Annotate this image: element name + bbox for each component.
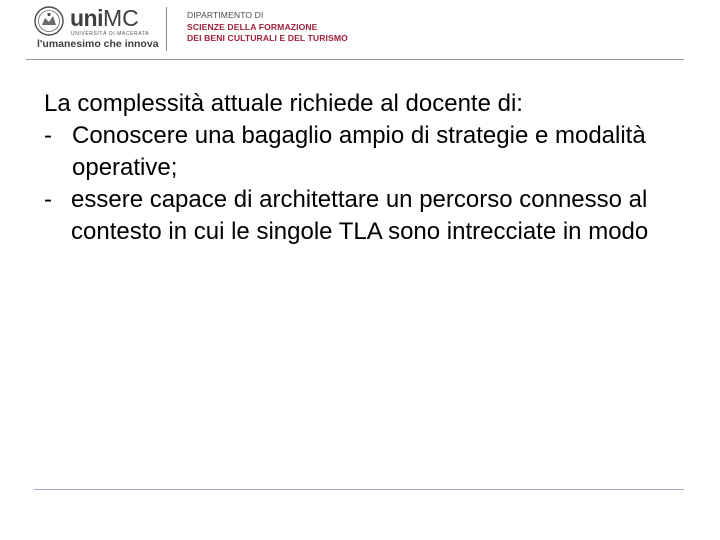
header-rule	[26, 59, 684, 60]
bullet-dash: -	[44, 122, 52, 149]
bullet-text: essere capace di architettare un percorso connesso al contesto in cui le singole TLA sono intrecciate in modo	[71, 186, 649, 245]
header-divider	[166, 7, 167, 51]
university-name: UNIVERSITÀ DI MACERATA	[71, 31, 150, 37]
logo-mc-text: MC	[103, 5, 139, 31]
bullet-text: Conoscere una bagaglio ampio di strategie e modalità operative;	[72, 122, 646, 181]
footer-rule	[34, 489, 684, 490]
department-name-line2: DEI BENI CULTURALI E DEL TURISMO	[187, 33, 348, 43]
logo-uni-text: uni	[70, 5, 103, 31]
bullet-item	[44, 120, 694, 184]
bullet-list	[44, 120, 694, 248]
slide-header	[0, 0, 720, 62]
university-seal-icon	[34, 6, 64, 36]
lead-text: La complessità attuale richiede al docente di:	[44, 90, 523, 117]
bullet-item	[44, 184, 694, 248]
slide-body	[44, 88, 694, 248]
university-logo-wordmark	[70, 5, 139, 31]
bullet-dash: -	[44, 186, 52, 213]
university-tagline: l'umanesimo che innova	[37, 38, 159, 50]
department-label: DIPARTIMENTO DI	[187, 10, 264, 20]
department-name-line1: SCIENZE DELLA FORMAZIONE	[187, 22, 318, 32]
